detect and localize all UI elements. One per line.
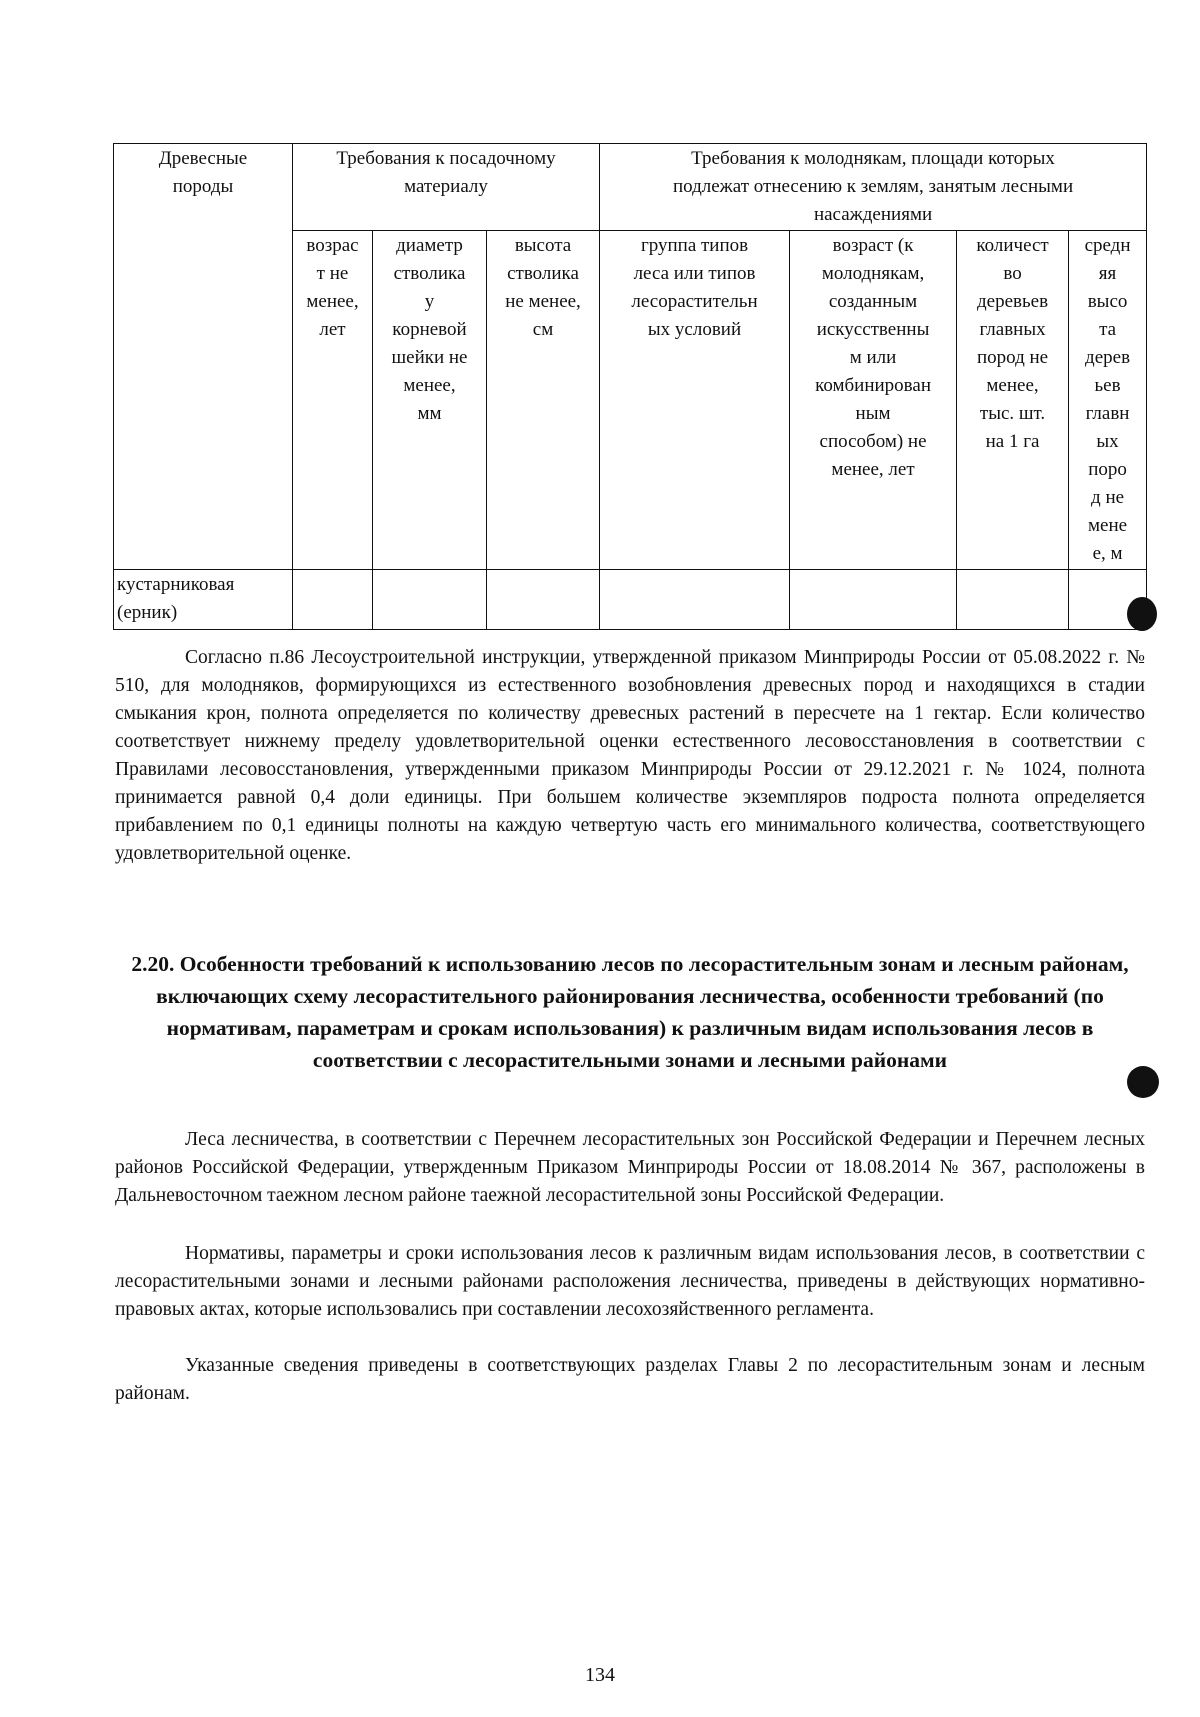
- subheader-tree-count: [957, 231, 1069, 570]
- scan-punch-hole-mark: [1127, 1066, 1159, 1098]
- table-cell: [957, 570, 1069, 630]
- paragraph-sections-text: Указанные сведения приведены в соответствующих разделах Главы 2 по лесорастительным зонам и лесным районам.: [115, 1355, 1145, 1404]
- subheader-young-age-text: возраст (к молоднякам, созданным искусственны м или комбинирован ным способом) не менее, лет: [815, 235, 931, 480]
- subheader-forest-type-text: группа типов леса или типов лесорастительн ых условий: [631, 235, 758, 340]
- row-species-text: кустарниковая (ерник): [117, 574, 235, 623]
- row-species-cell: [114, 570, 293, 630]
- table-cell: [373, 570, 487, 630]
- paragraph-sections: [115, 1352, 1145, 1408]
- header-young-stands: [600, 144, 1147, 231]
- page-number: 134: [585, 1664, 615, 1686]
- subheader-average-height-text: средн яя высо та дерев ьев главн ых поро д не мене е, м: [1084, 235, 1131, 564]
- subheader-height: [487, 231, 600, 570]
- header-species-text: Древесные породы: [158, 148, 248, 197]
- subheader-height-text: высота стволика не менее, см: [505, 235, 581, 340]
- subheader-average-height: [1069, 231, 1147, 570]
- paragraph-norms: [115, 1240, 1145, 1324]
- subheader-forest-type: [600, 231, 790, 570]
- subheader-age: [293, 231, 373, 570]
- subheader-age-text: возрас т не менее, лет: [306, 235, 359, 340]
- paragraph-norms-text: Нормативы, параметры и сроки использования лесов к различным видам использования лесов, в соответствии с лесорастительными зонами и лесными районами расположения лесничества, приведены в действующих нормативно-правовых актах, которые использовались при составлении лесохозяйственного регламента.: [115, 1243, 1145, 1320]
- table-cell: [790, 570, 957, 630]
- subheader-young-age: [790, 231, 957, 570]
- paragraph-forest-zones-text: Леса лесничества, в соответствии с Перечнем лесорастительных зон Российской Федерации и Перечнем лесных районов Российской Федерации, утвержденным Приказом Минприроды России от 18.08.2014 № 367, расположены в Дальневосточном таежном лесном районе таежной лесорастительной зоны Российской Федерации.: [115, 1129, 1145, 1206]
- header-young-stands-text: Требования к молоднякам, площади которых подлежат отнесению к землям, занятым лесными насаждениями: [672, 148, 1074, 225]
- table-cell: [487, 570, 600, 630]
- paragraph-thinning: [115, 644, 1145, 868]
- table-cell: [600, 570, 790, 630]
- requirements-table: [113, 143, 1147, 630]
- paragraph-forest-zones: [115, 1126, 1145, 1210]
- table-cell: [293, 570, 373, 630]
- subheader-diameter: [373, 231, 487, 570]
- header-species: [114, 144, 293, 570]
- section-heading-2-20: 2.20. Особенности требований к использованию лесов по лесорастительным зонам и лесным районам, включающих схему лесорастительного районирования лесничества, особенности требований (по нормативам, параметрам и срокам использования) к различным видам использования лесов в соответствии с лесорастительными зонами и лесными районами: [131, 952, 1129, 1072]
- header-planting-material-text: Требования к посадочному материалу: [336, 148, 556, 197]
- paragraph-thinning-text: Согласно п.86 Лесоустроительной инструкции, утвержденной приказом Минприроды России от 05.08.2022 г. № 510, для молодняков, формирующихся из естественного возобновления древесных пород и находящихся в стадии смыкания крон, полнота определяется по количеству древесных растений в пересчете на 1 гектар. Если количество соответствует нижнему пределу удовлетворительной оценки естественного лесовосстановления в соответствии с Правилами лесовосстановления, утвержденными приказом Минприроды России от 29.12.2021 г. № 1024, полнота принимается равной 0,4 доли единицы. При большем количестве экземпляров подроста полнота определяется прибавлением по 0,1 единицы полноты на каждую четвертую часть его минимального количества, соответствующего удовлетворительной оценке.: [115, 647, 1145, 864]
- scan-punch-hole-mark: [1127, 597, 1157, 631]
- header-planting-material: [293, 144, 600, 231]
- subheader-tree-count-text: количест во деревьев главных пород не менее, тыс. шт. на 1 га: [976, 235, 1049, 452]
- subheader-diameter-text: диаметр стволика у корневой шейки не менее, мм: [391, 235, 468, 424]
